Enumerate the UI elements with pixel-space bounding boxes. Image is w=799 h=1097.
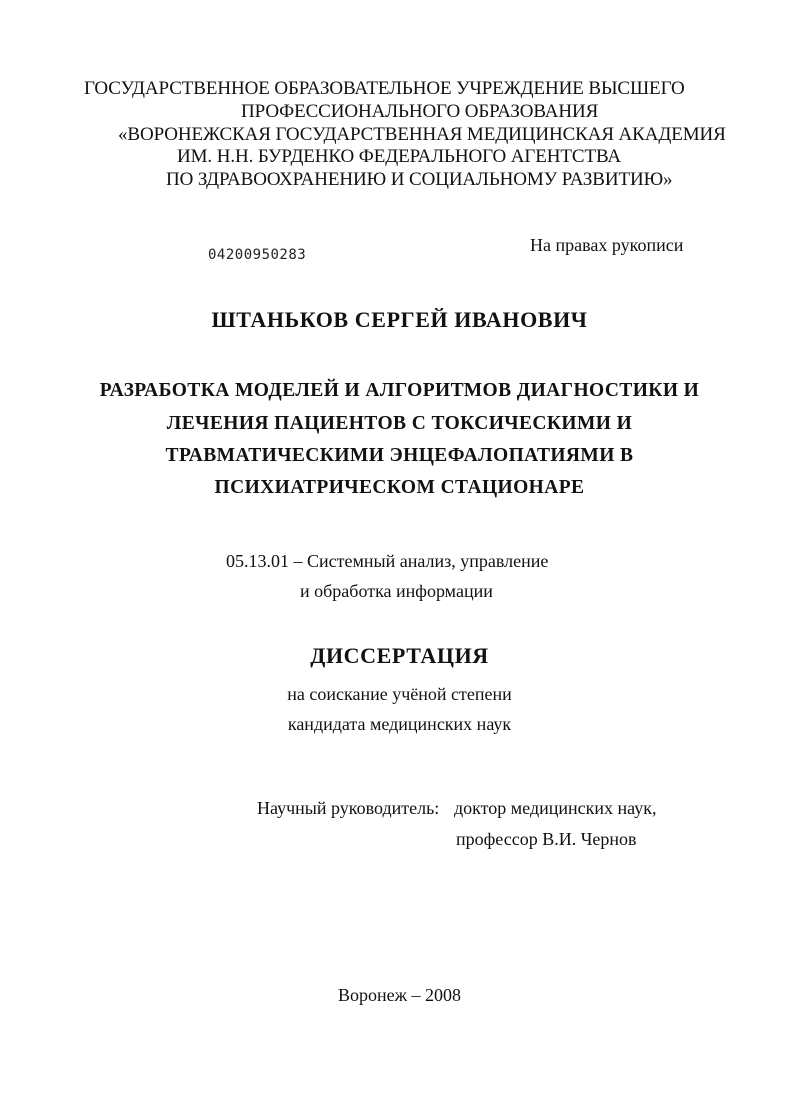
degree-line-1: на соискание учёной степени — [287, 684, 512, 704]
institution-line-1: ГОСУДАРСТВЕННОЕ ОБРАЗОВАТЕЛЬНОЕ УЧРЕЖДЕНИЕ ВЫСШЕГО — [84, 78, 685, 99]
document-type: ДИССЕРТАЦИЯ — [310, 643, 489, 668]
author-name: ШТАНЬКОВ СЕРГЕЙ ИВАНОВИЧ — [211, 307, 588, 332]
manuscript-rights: На правах рукописи — [530, 235, 684, 255]
title-line-2: ЛЕЧЕНИЯ ПАЦИЕНТОВ С ТОКСИЧЕСКИМИ И — [166, 413, 633, 434]
specialty-line-1: 05.13.01 – Системный анализ, управление — [226, 551, 549, 571]
degree-line-2: кандидата медицинских наук — [287, 714, 512, 734]
institution-line-4: ИМ. Н.Н. БУРДЕНКО ФЕДЕРАЛЬНОГО АГЕНТСТВА — [177, 146, 621, 167]
title-line-3: ТРАВМАТИЧЕСКИМИ ЭНЦЕФАЛОПАТИЯМИ В — [165, 445, 634, 466]
city-year: Воронеж – 2008 — [337, 985, 462, 1005]
specialty-line-2: и обработка информации — [300, 581, 493, 601]
title-line-1: РАЗРАБОТКА МОДЕЛЕЙ И АЛГОРИТМОВ ДИАГНОСТИКИ И — [99, 380, 700, 401]
registration-code: 04200950283 — [208, 247, 307, 263]
supervisor-line-2: профессор В.И. Чернов — [456, 829, 637, 849]
institution-line-3: «ВОРОНЕЖСКАЯ ГОСУДАРСТВЕННАЯ МЕДИЦИНСКАЯ АКАДЕМИЯ — [118, 124, 726, 145]
supervisor-line-1: доктор медицинских наук, — [454, 798, 657, 818]
institution-line-2: ПРОФЕССИОНАЛЬНОГО ОБРАЗОВАНИЯ — [241, 101, 599, 122]
institution-line-5: ПО ЗДРАВООХРАНЕНИЮ И СОЦИАЛЬНОМУ РАЗВИТИЮ» — [166, 169, 673, 190]
title-line-4: ПСИХИАТРИЧЕСКОМ СТАЦИОНАРЕ — [214, 477, 585, 498]
supervisor-label: Научный руководитель: — [257, 798, 440, 818]
